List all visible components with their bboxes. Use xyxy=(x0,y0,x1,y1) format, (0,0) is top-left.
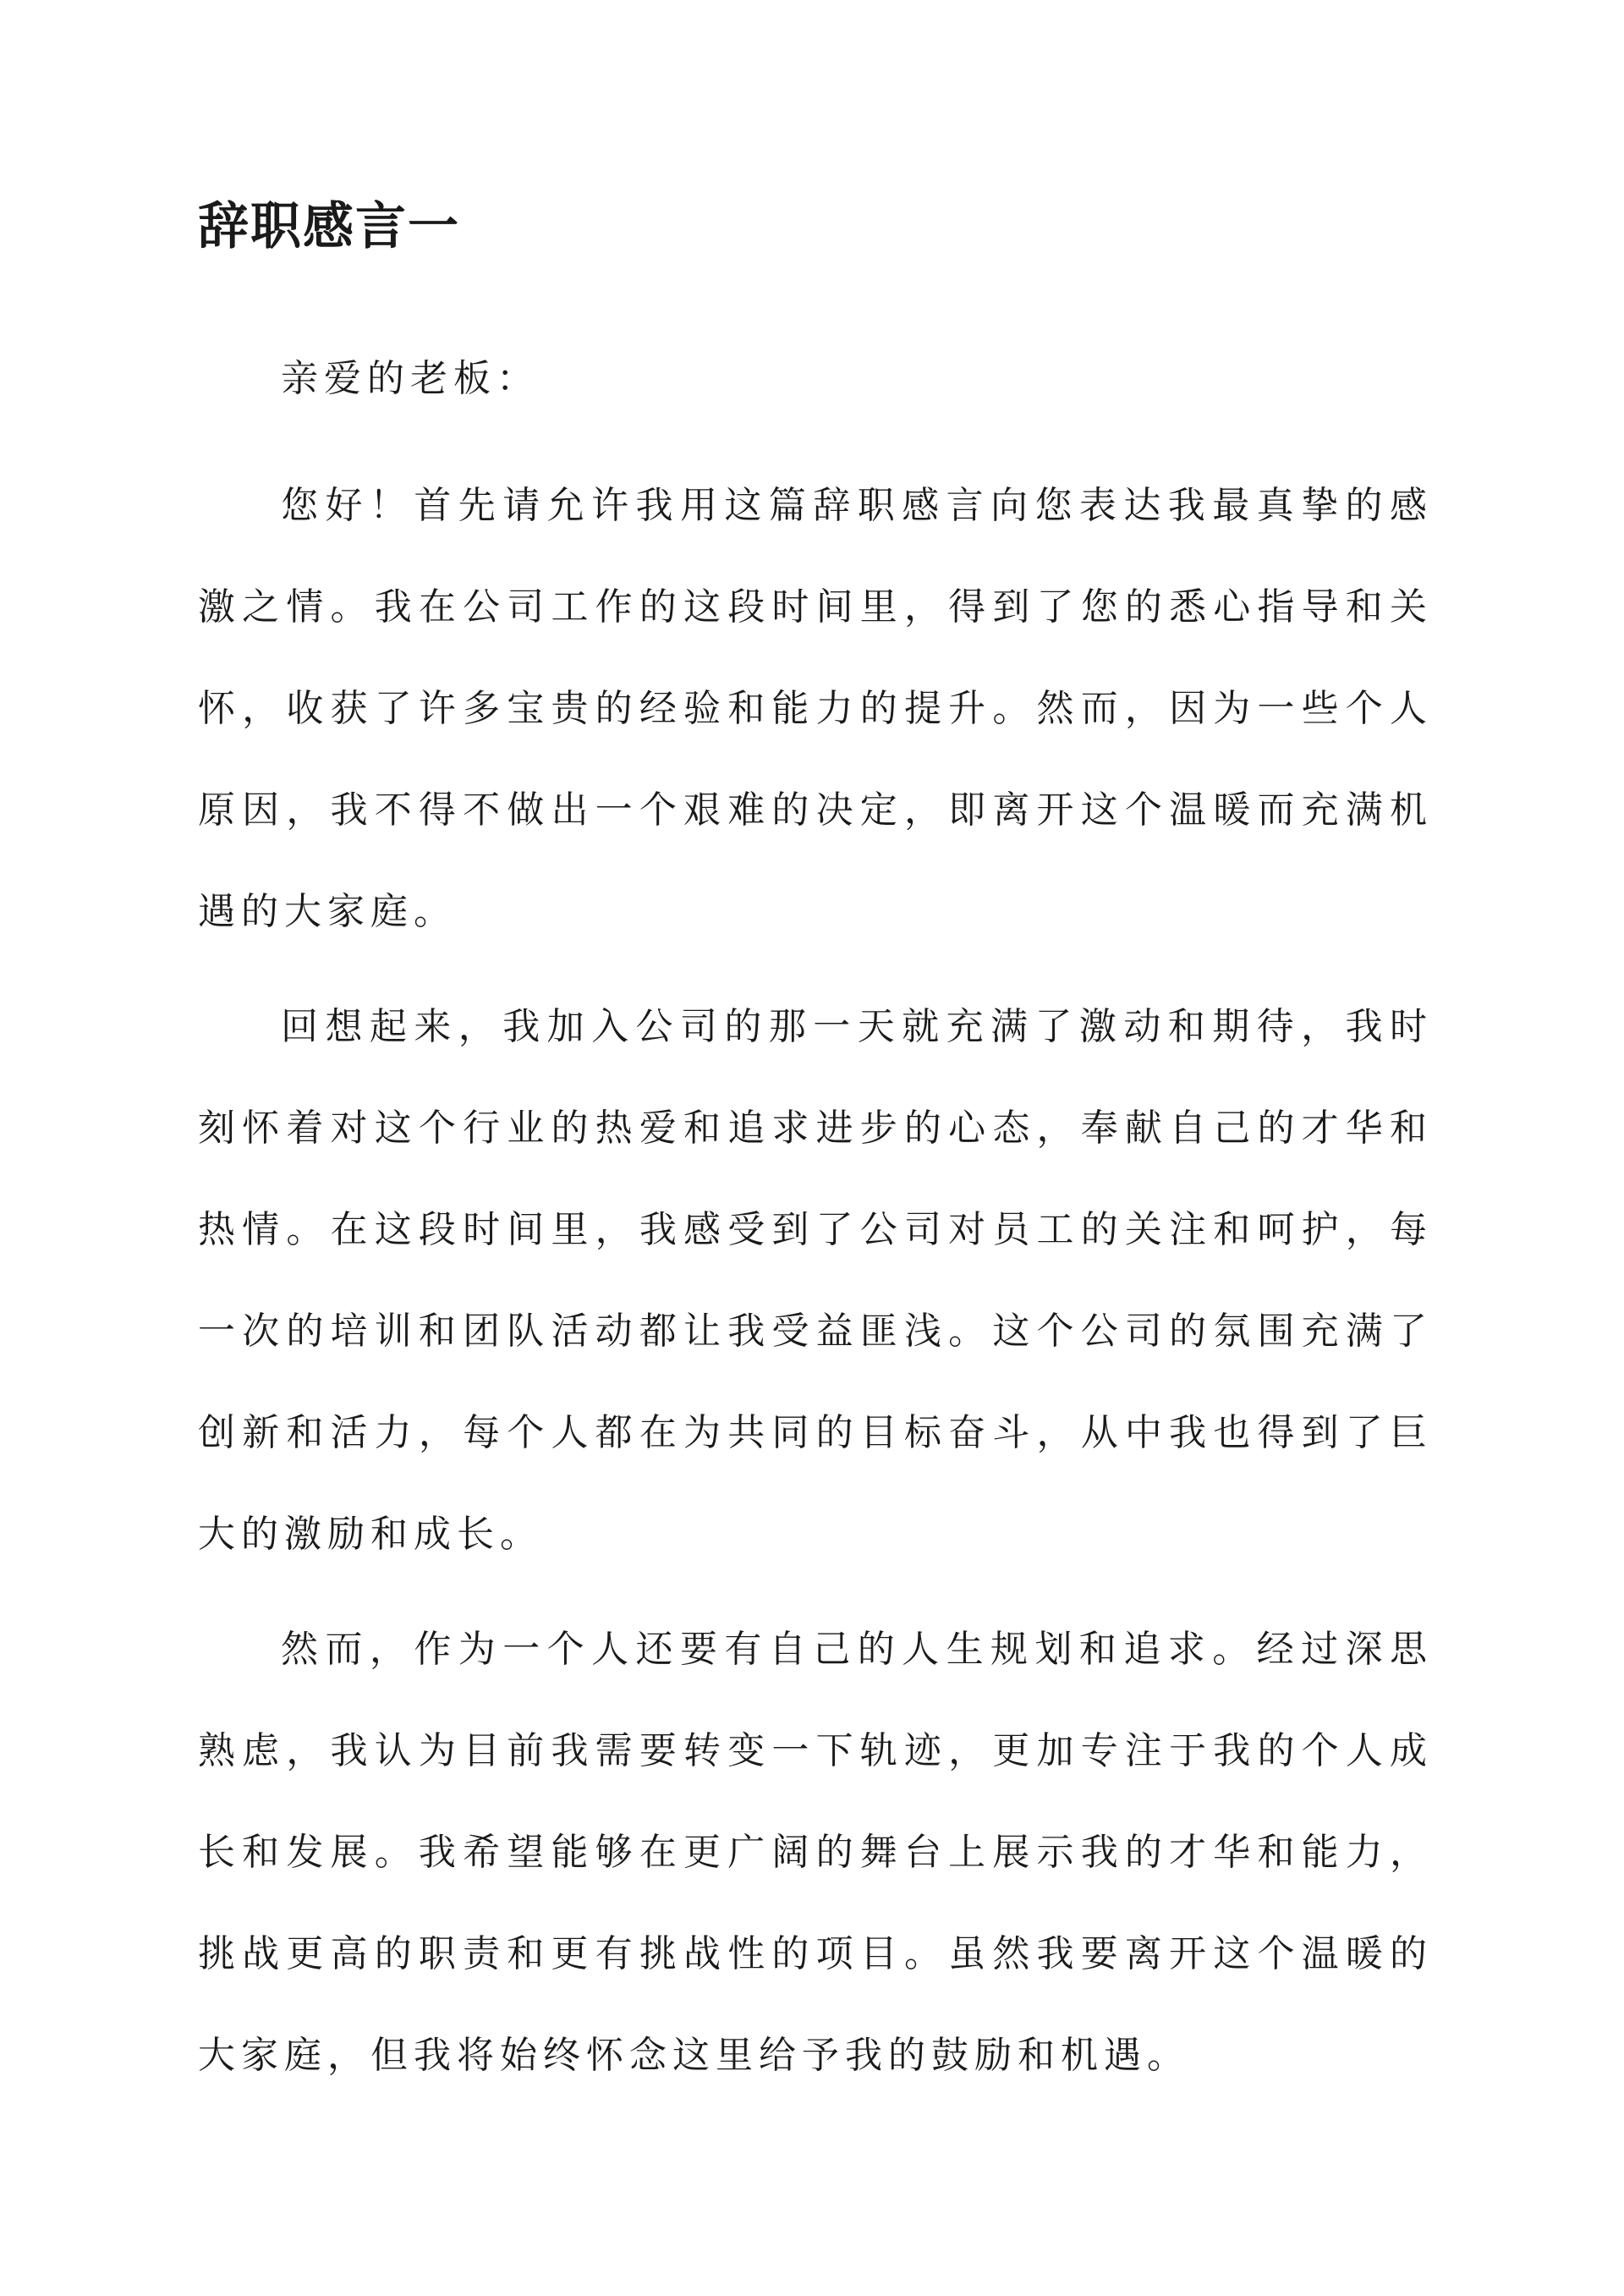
paragraph-2: 回想起来，我加入公司的那一天就充满了激动和期待，我时刻怀着对这个行业的热爱和追求进步的心态，奉献自己的才华和热情。在这段时间里，我感受到了公司对员工的关注和呵护，每一次的培训和团队活动都让我受益匪浅。这个公司的氛围充满了创新和活力，每个人都在为共同的目标奋斗，从中我也得到了巨大的激励和成长。 xyxy=(198,1005,1433,1556)
paragraph-3: 然而，作为一个人还要有自己的人生规划和追求。经过深思熟虑，我认为目前我需要转变一下轨迹，更加专注于我的个人成长和发展。我希望能够在更广阔的舞台上展示我的才华和能力，挑战更高的职责和更有挑战性的项目。虽然我要离开这个温暖的大家庭，但我将始终怀念这里给予我的鼓励和机遇。 xyxy=(198,1628,1433,2077)
paragraph-1: 您好！首先请允许我用这篇辞职感言向您表达我最真挚的感激之情。我在公司工作的这段时间里，得到了您的悉心指导和关怀，收获了许多宝贵的经验和能力的提升。然而，因为一些个人原因，我不得不做出一个艰难的决定，即离开这个温暖而充满机遇的大家庭。 xyxy=(198,484,1433,933)
salutation: 亲爱的老板： xyxy=(281,357,540,400)
document-title: 辞职感言一 xyxy=(198,197,460,256)
